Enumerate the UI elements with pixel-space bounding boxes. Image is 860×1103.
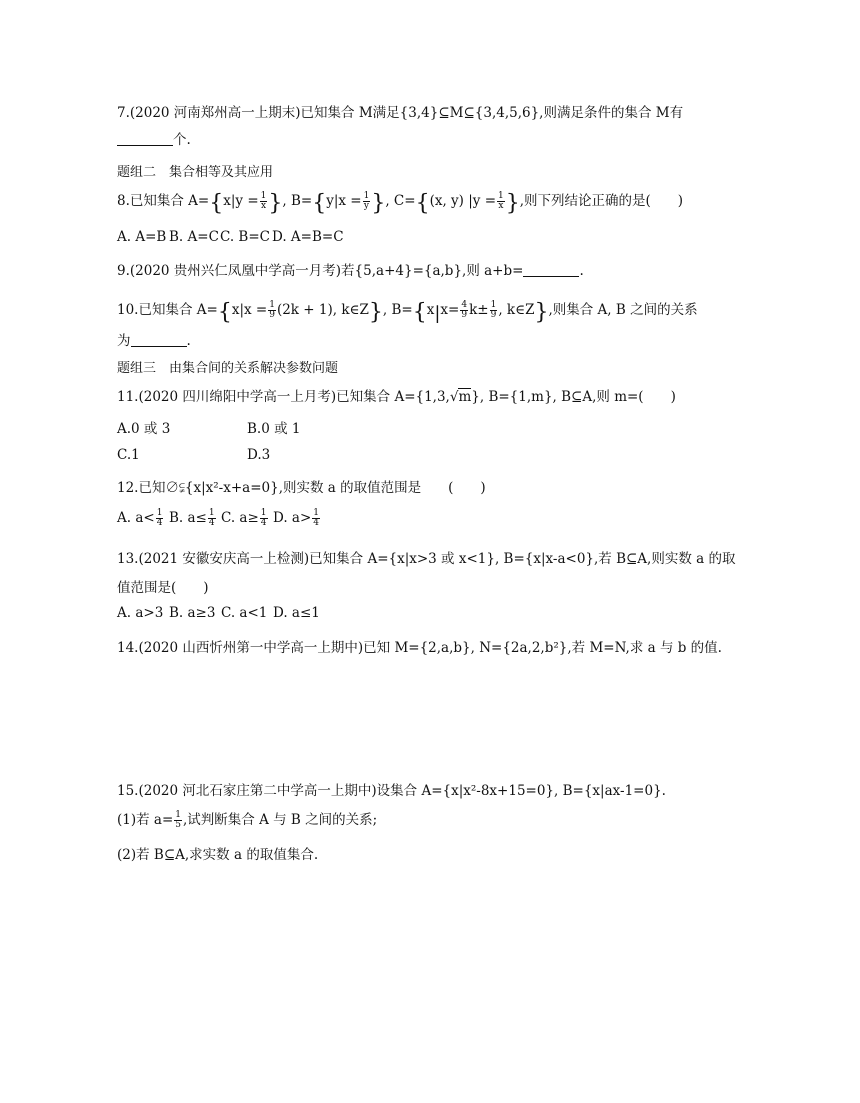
option-c[interactable]: C. a≥ $\frac{1}{4}$ [221,508,267,528]
fraction: $\frac{1}{9}$ [490,300,497,320]
option-a[interactable]: A.0 或 3 [117,421,171,437]
question-11-options-row-1 [117,417,300,437]
option-d[interactable]: D. a> $\frac{1}{4}$ [273,508,320,528]
question-11-options-row-2 [117,447,270,463]
section-heading-group-3: 题组三 由集合间的关系解决参数问题 [117,361,339,376]
option-d[interactable]: D. A=B=C [272,229,344,245]
option-b[interactable]: B.0 或 1 [247,421,301,437]
option-d[interactable]: D.3 [247,447,271,463]
question-7-text: 7.(2020 河南郑州高一上期末)已知集合 M满足{3,4}⊆M⊆{3,4,5,6},则满足条件的集合 M有 [117,105,684,121]
question-14: 14.(2020 山西忻州第一中学高一上期中)已知 M={2,a,b}, N={2a,2,b²},若 M=N,求 a 与 b 的值. [117,640,722,656]
option-a[interactable]: A. a< $\frac{1}{4}$ [117,508,163,528]
answer-blank[interactable] [131,333,187,348]
question-8: 8.已知集合 A={x|y = $\frac{1}{x}$ }, B={y|x = $\frac{1}{y}$ }, C={(x, y) |y = $\frac{1}{x}$ },则下列结论正确的是( ) [117,191,684,216]
option-c[interactable]: C. a<1 [221,605,268,621]
option-a[interactable]: A. A=B [117,229,167,245]
option-b[interactable]: B. A=C [169,229,219,245]
question-15-part-2: (2)若 B⊆A,求实数 a 的取值集合. [117,847,319,863]
option-c[interactable]: C.1 [117,447,140,463]
option-b[interactable]: B. a≤ $\frac{1}{4}$ [169,508,215,528]
question-13-options [117,605,320,621]
answer-blank[interactable] [117,132,173,147]
question-10-line-2: 为 . [117,333,191,349]
question-7-line-2: 个. [117,128,191,148]
question-13-line-2: 值范围是( ) [117,580,209,596]
fraction: $\frac{1}{9}$ [269,300,275,320]
fraction: $\frac{1}{5}$ [175,810,182,830]
question-10-line-1: 10.已知集合 A={x|x = $\frac{1}{9}$ (2k + 1), k∈Z}, B={x|x= $\frac{4}{9}$ k± $\frac{1}{9}$ , k∈Z},则集合 A, B 之间的关系 [117,300,698,325]
question-9: 9.(2020 贵州兴仁凤凰中学高一月考)若{5,a+4}={a,b},则 a+b= . [117,263,584,279]
fraction: $\frac{1}{y}$ [363,191,370,211]
option-d[interactable]: D. a≤1 [273,605,320,621]
section-heading-group-2: 题组二 集合相等及其应用 [117,165,274,180]
option-b[interactable]: B. a≥3 [169,605,216,621]
question-7-line-1 [117,101,683,121]
question-12-options [117,509,321,528]
option-c[interactable]: C. B=C [220,229,270,245]
question-15-part-1: (1)若 a= $\frac{1}{5}$ ,试判断集合 A 与 B 之间的关系; [117,810,378,830]
question-12: 12.已知∅⫋{x|x²-x+a=0},则实数 a 的取值范围是 ( ) [117,480,486,496]
sqrt-symbol: √ [449,389,459,405]
question-11: 11.(2020 四川绵阳中学高一上月考)已知集合 A={1,3,√m}, B={1,m}, B⊆A,则 m=( ) [117,389,676,405]
question-8-options [117,229,344,245]
fraction: $\frac{1}{x}$ [260,191,267,211]
question-13-line-1: 13.(2021 安徽安庆高一上检测)已知集合 A={x|x>3 或 x<1}, B={x|x-a<0},若 B⊆A,则实数 a 的取 [117,551,736,567]
fraction: $\frac{4}{9}$ [461,300,468,320]
option-a[interactable]: A. a>3 [117,605,164,621]
question-15-line-1: 15.(2020 河北石家庄第二中学高一上期中)设集合 A={x|x²-8x+15=0}, B={x|ax-1=0}. [117,783,666,799]
answer-blank[interactable] [523,263,579,278]
fraction: $\frac{1}{x}$ [498,191,504,211]
